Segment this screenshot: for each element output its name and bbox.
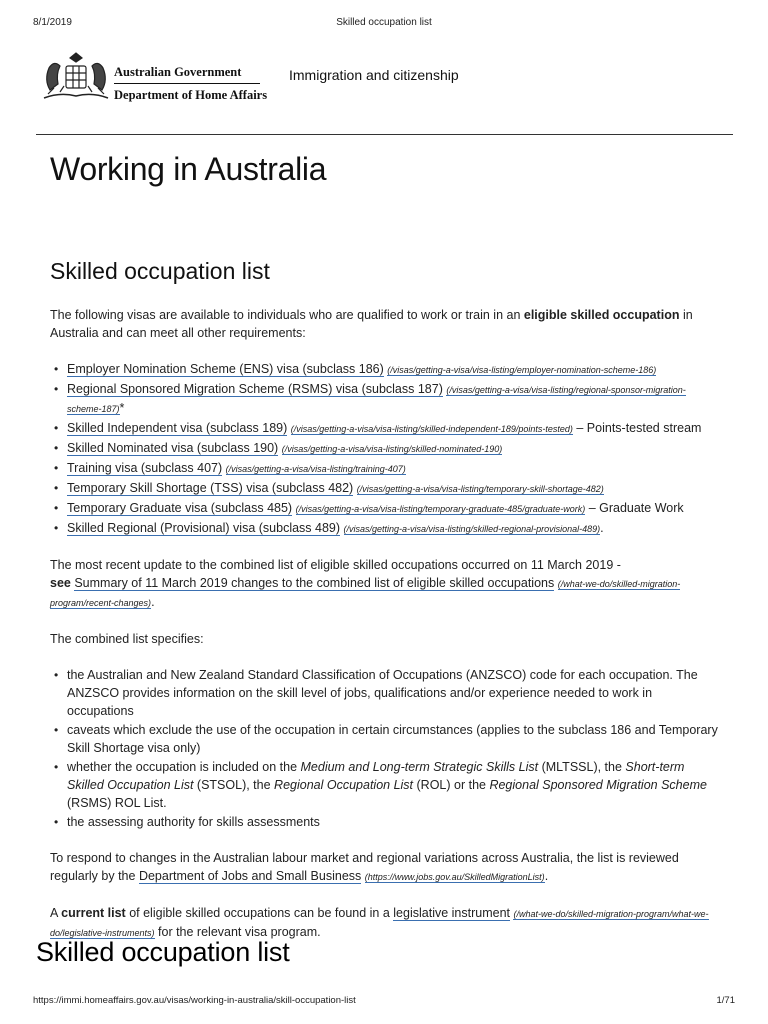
visa-link-407[interactable]: Training visa (subclass 407) xyxy=(67,461,223,475)
current-list-paragraph: A current list of eligible skilled occupations can be found in a legislative instrument (/what-we-do/skilled-migration-program/what-we-do/legislative-instruments) for the relevant visa program. xyxy=(50,906,709,939)
site-name-link[interactable]: Immigration and citizenship xyxy=(289,67,459,83)
visa-link-186[interactable]: Employer Nomination Scheme (ENS) visa (subclass 186) xyxy=(67,362,384,376)
coat-of-arms-icon xyxy=(40,50,112,104)
visa-url[interactable]: (/visas/getting-a-visa/visa-listing/employer-nomination-scheme-186) xyxy=(387,365,657,375)
department-name: Department of Home Affairs xyxy=(114,88,268,102)
header-divider xyxy=(36,134,733,135)
specifies-list xyxy=(67,666,720,831)
government-name: Australian Government xyxy=(114,65,242,79)
legislative-instrument-url[interactable]: (/what-we-do/skilled-migration-program/what-we-do/legislative-instruments) xyxy=(50,909,709,938)
visa-item: • Skilled Independent visa (subclass 189) (/visas/getting-a-visa/visa-listing/skilled-independent-189/points-tested) – Points-tested stream xyxy=(67,419,720,438)
visa-item: • Temporary Graduate visa (subclass 485) (/visas/getting-a-visa/visa-listing/temporary-graduate-485/graduate-work) – Graduate Work xyxy=(67,499,720,518)
specifies-intro: The combined list specifies: xyxy=(50,632,204,646)
update-paragraph: The most recent update to the combined list of eligible skilled occupations occurred on 11 March 2019 - see Summary of 11 March 2019 changes to the combined list of eligible skilled occupations (/what-we-do/skilled-migration-program/recent-changes). xyxy=(50,558,681,609)
visa-item: • Skilled Regional (Provisional) visa (subclass 489) (/visas/getting-a-visa/visa-listing/skilled-regional-provisional-489). xyxy=(67,519,720,538)
overlay-caption: Skilled occupation list xyxy=(36,937,290,967)
footer-url: https://immi.homeaffairs.gov.au/visas/working-in-australia/skill-occupation-list xyxy=(33,995,356,1006)
visa-item: • Regional Sponsored Migration Scheme (RSMS) visa (subclass 187) (/visas/getting-a-visa/visa-listing/regional-sponsor-migration-scheme-187)* xyxy=(67,380,720,418)
recent-changes-link[interactable]: Summary of 11 March 2019 changes to the combined list of eligible skilled occupations xyxy=(74,576,555,590)
visa-link-187[interactable]: Regional Sponsored Migration Scheme (RSMS) visa (subclass 187) xyxy=(67,382,443,396)
visa-link-485[interactable]: Temporary Graduate visa (subclass 485) xyxy=(67,501,293,515)
visa-link-482[interactable]: Temporary Skill Shortage (TSS) visa (subclass 482) xyxy=(67,481,354,495)
visa-url[interactable]: (/visas/getting-a-visa/visa-listing/skilled-nominated-190) xyxy=(281,444,503,454)
visa-item xyxy=(67,479,720,498)
visa-item xyxy=(67,459,720,478)
main-content xyxy=(50,306,720,960)
review-paragraph: To respond to changes in the Australian labour market and regional variations across Australia, the list is reviewed regularly by the Department of Jobs and Small Business (https://www.jobs.gov.au/SkilledMigrationList). xyxy=(50,851,679,883)
visa-url[interactable]: (/visas/getting-a-visa/visa-listing/temporary-graduate-485/graduate-work) xyxy=(295,504,586,514)
visa-url[interactable]: (/visas/getting-a-visa/visa-listing/skilled-independent-189/points-tested) xyxy=(290,424,573,434)
site-header xyxy=(40,50,740,110)
visa-url[interactable]: (/visas/getting-a-visa/visa-listing/temporary-skill-shortage-482) xyxy=(356,484,604,494)
list-item: • the assessing authority for skills assessments xyxy=(67,813,720,831)
visa-url[interactable]: (/visas/getting-a-visa/visa-listing/training-407) xyxy=(225,464,406,474)
visa-link-489[interactable]: Skilled Regional (Provisional) visa (subclass 489) xyxy=(67,521,341,535)
print-header xyxy=(33,17,735,31)
page-number: 1/71 xyxy=(716,995,735,1006)
visa-item xyxy=(67,439,720,458)
visa-list xyxy=(67,360,720,538)
print-footer xyxy=(33,995,735,1009)
visa-link-190[interactable]: Skilled Nominated visa (subclass 190) xyxy=(67,441,279,455)
section-title: Skilled occupation list xyxy=(50,258,270,284)
visa-link-189[interactable]: Skilled Independent visa (subclass 189) xyxy=(67,421,288,435)
intro-emphasis: eligible skilled occupation xyxy=(523,308,680,322)
list-item: • the Australian and New Zealand Standard Classification of Occupations (ANZSCO) code for each occupation. The ANZSCO provides information on the skill level of jobs, qualifications and/or experience needed to work in occupations xyxy=(67,666,720,720)
print-date: 8/1/2019 xyxy=(33,17,72,28)
jobs-department-url[interactable]: (https://www.jobs.gov.au/SkilledMigrationList) xyxy=(364,872,545,882)
visa-url[interactable]: (/visas/getting-a-visa/visa-listing/skilled-regional-provisional-489) xyxy=(343,524,601,534)
list-item: • caveats which exclude the use of the occupation in certain circumstances (applies to the subclass 186 and Temporary Skill Shortage visa only) xyxy=(67,721,720,757)
legislative-instrument-link[interactable]: legislative instrument xyxy=(393,906,510,920)
page-title: Working in Australia xyxy=(50,151,327,187)
recent-changes-url[interactable]: (/what-we-do/skilled-migration-program/recent-changes) xyxy=(50,579,681,608)
intro-paragraph: The following visas are available to individuals who are qualified to work or train in an eligible skilled occupation in Australia and can meet all other requirements: xyxy=(50,308,693,340)
visa-item xyxy=(67,360,720,379)
visa-url[interactable]: (/visas/getting-a-visa/visa-listing/regional-sponsor-migration-scheme-187) xyxy=(67,385,686,414)
list-item: • whether the occupation is included on the Medium and Long-term Strategic Skills List (MLTSSL), the Short-term Skilled Occupation List (STSOL), the Regional Occupation List (ROL) or the Regional Sponsored Migration Scheme (RSMS) ROL List. xyxy=(67,758,720,812)
logo-divider xyxy=(114,83,260,84)
jobs-department-link[interactable]: Department of Jobs and Small Business xyxy=(138,869,362,883)
print-page-title: Skilled occupation list xyxy=(336,17,432,28)
